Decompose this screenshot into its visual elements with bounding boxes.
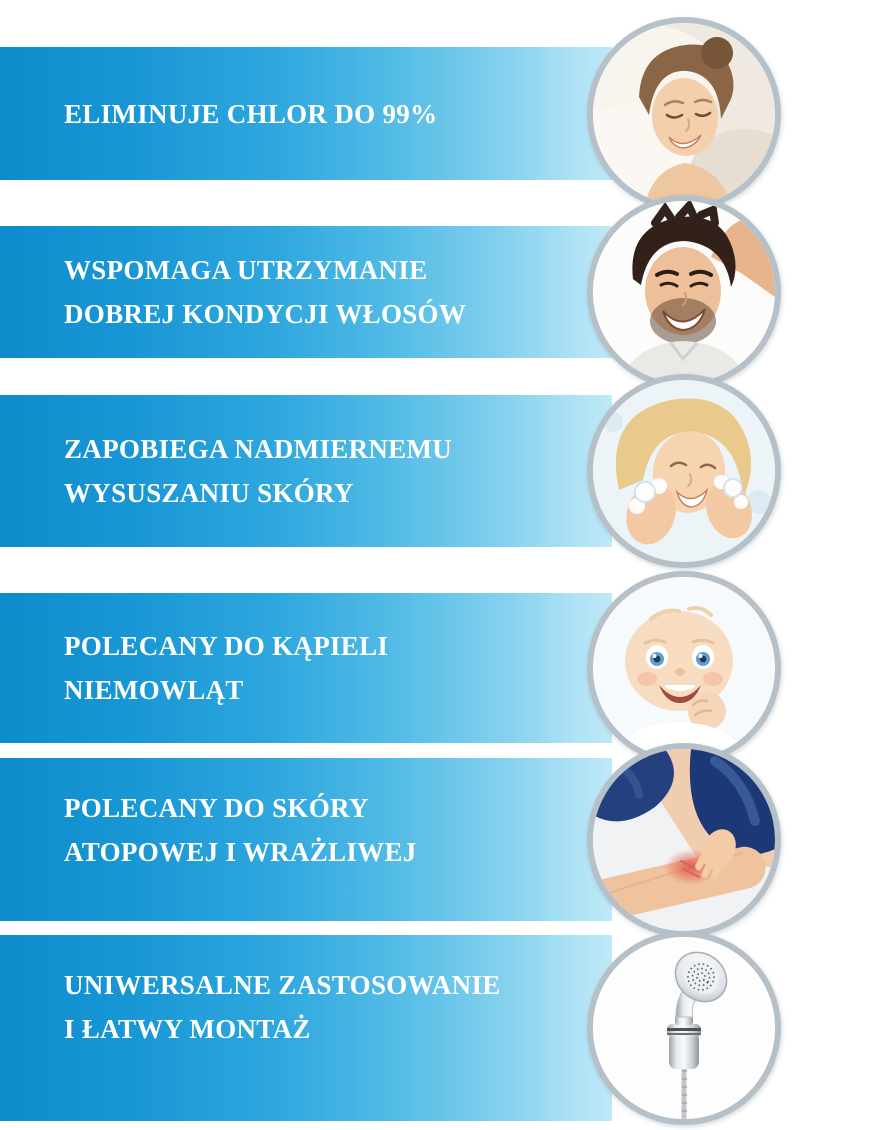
feature-bar [0,935,612,1121]
feature-label-line: UNIWERSALNE ZASTOSOWANIE [64,970,501,1000]
feature-row-hair [0,226,880,358]
photo-woman-washing-face [587,374,781,568]
feature-row-skin-drying [0,395,880,547]
feature-row-baby-bath [0,593,880,743]
feature-label [0,963,501,1051]
shower-head-illustration [593,937,775,1119]
feature-label-line: NIEMOWLĄT [64,675,244,705]
feature-label-line: POLECANY DO SKÓRY [64,792,369,823]
feature-label-line: WSPOMAGA UTRZYMANIE [64,255,428,285]
feature-label-line: I ŁATWY MONTAŻ [64,1014,311,1044]
smiling-baby-illustration [593,577,775,759]
feature-label [0,92,437,136]
feature-row-atopic-skin [0,758,880,921]
feature-label [0,427,452,515]
photo-smiling-baby [587,571,781,765]
smiling-man-illustration [593,201,775,383]
feature-bar [0,593,612,743]
feature-bar [0,47,612,180]
feature-label-line: ZAPOBIEGA NADMIERNEMU [64,434,453,464]
photo-woman-scratching-arm [587,743,781,937]
feature-row-universal-mounting [0,935,880,1121]
feature-label-line: WYSUSZANIU SKÓRY [64,478,354,508]
woman-in-bath-illustration [593,23,775,205]
feature-label-line: ELIMINUJE CHLOR DO 99% [64,98,438,129]
photo-woman-relaxing-in-bath [587,17,781,211]
woman-scratching-arm-illustration [593,749,775,931]
feature-row-chlorine [0,47,880,180]
feature-label [0,786,417,874]
feature-label-line: POLECANY DO KĄPIELI [64,631,389,661]
feature-bar [0,758,612,921]
feature-bar [0,226,612,358]
photo-smiling-man [587,195,781,389]
feature-label-line: DOBREJ KONDYCJI WŁOSÓW [64,299,467,329]
feature-label [0,624,388,712]
feature-bar [0,395,612,547]
photo-shower-head-with-filter [587,931,781,1125]
woman-washing-face-illustration [593,380,775,562]
feature-label-line: ATOPOWEJ I WRAŻLIWEJ [64,836,417,867]
feature-label [0,248,466,336]
